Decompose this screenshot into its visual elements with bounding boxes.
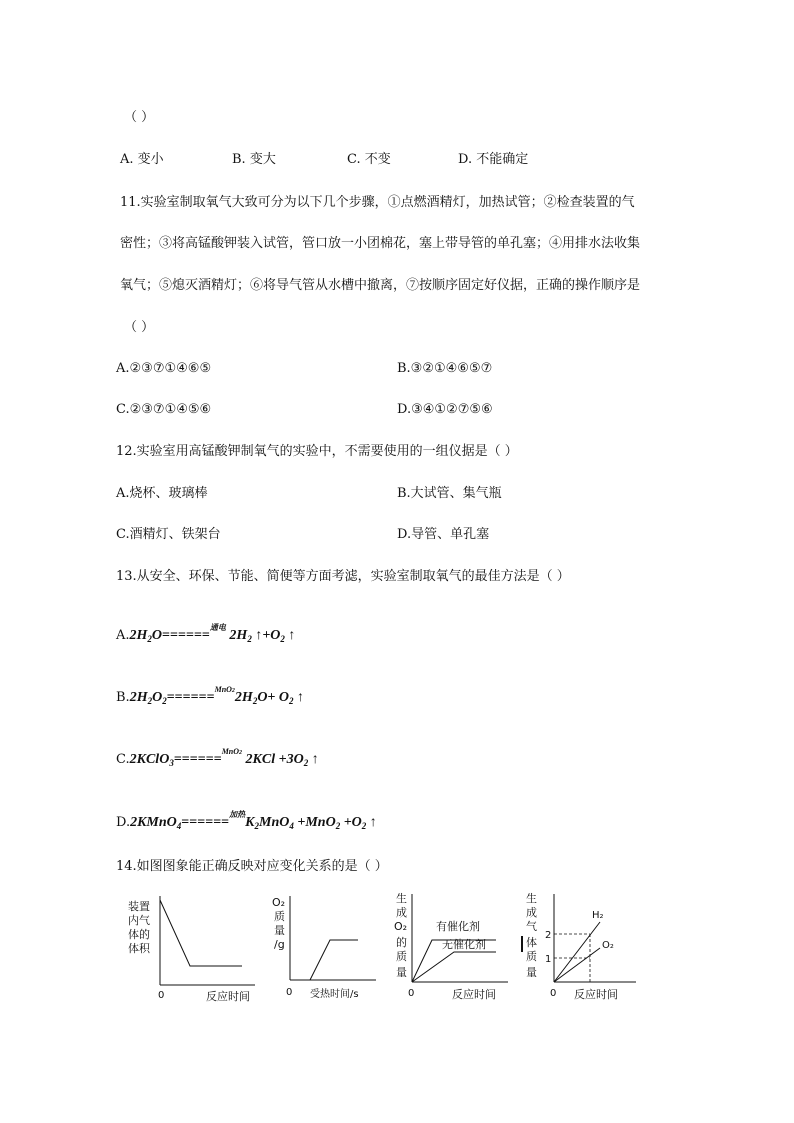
q10-option-a: A. 变小: [120, 152, 164, 167]
graph-c-ylabel-5: 质: [396, 950, 407, 963]
graph-d-ylabel-4: 体: [526, 936, 537, 949]
graph-c-ylabel-4: 的: [396, 936, 407, 949]
graph-c-ylabel-1: 生: [396, 892, 407, 905]
graph-c-ylabel-6: 量: [396, 966, 407, 979]
graph-d-tick-2: 2: [545, 930, 552, 941]
q10-option-b: B. 变大: [232, 152, 276, 167]
graph-b-ylabel-2: 质: [274, 910, 285, 923]
graph-c-origin: 0: [408, 988, 415, 999]
q10-answer-bracket: （ ）: [124, 110, 155, 125]
q11-answer-bracket: （ ）: [124, 320, 155, 335]
graph-c-ylabel-3: O₂: [394, 920, 408, 933]
graph-a-ylabel-2: 内气: [128, 914, 150, 927]
graph-d-ylabel-1: 生: [526, 892, 537, 905]
graph-a-xlabel: 反应时间: [206, 990, 250, 1003]
graph-a-ylabel-4: 体积: [128, 942, 150, 955]
graph-d-xlabel: 反应时间: [574, 988, 618, 1001]
graph-a-ylabel-1: 装置: [128, 900, 150, 913]
graph-d-ylabel-5: 质: [526, 950, 537, 963]
q14-stem: 14.如图图象能正确反映对应变化关系的是（ ）: [116, 859, 388, 874]
graph-c-xlabel: 反应时间: [452, 988, 496, 1001]
graph-b-ylabel-3: 量: [274, 924, 285, 937]
graph-b-curve: [310, 940, 358, 980]
q11-stem-line2: 密性；③将高锰酸钾装入试管，管口放一小团棉花，塞上带导管的单孔塞；④用排水法收集: [120, 236, 641, 251]
q11-option-a: A.②③⑦①④⑥⑤: [116, 361, 212, 376]
q12-option-a: A.烧杯、玻璃棒: [116, 486, 208, 501]
graph-c-ylabel-2: 成: [396, 906, 407, 919]
q14-graph-b: [268, 890, 378, 1005]
q11-option-b: B.③②①④⑥⑤⑦: [397, 361, 493, 376]
graph-a-ylabel-3: 体的: [128, 928, 150, 941]
q12-stem: 12.实验室用高锰酸钾制氧气的实验中，不需要使用的一组仪据是（ ）: [116, 444, 518, 459]
q13-option-d: $D.2KMnO_4======^{加热}K_2MnO_4 +MnO_2 +O_2$ ↑: [116, 810, 377, 831]
graph-d-series-h2: H₂: [592, 910, 604, 921]
graph-d-origin: 0: [550, 988, 557, 999]
q13-option-b: $B.2H_2O_2======^{MnO2}2H_2O+ O_2$ ↑: [116, 685, 305, 706]
q13-option-a: $A.2H_2O======^{通电}$ $2H_2$ $↑+O_2$ ↑: [116, 623, 296, 644]
graph-d-tick-1: 1: [545, 954, 552, 965]
graph-d-curve-o2: [554, 948, 600, 982]
graph-c-series-label-1: 有催化剂: [436, 920, 480, 933]
q12-option-b: B.大试管、集气瓶: [397, 486, 502, 501]
graph-d-curve-h2: [554, 922, 600, 982]
q14-graph-c: [392, 888, 512, 1005]
graph-d-ylabel-6: 量: [526, 966, 537, 979]
graph-b-ylabel-4: /g: [274, 938, 285, 951]
graph-d-series-o2: O₂: [602, 940, 614, 951]
graph-b-xlabel: 受热时间/s: [310, 989, 359, 1000]
q12-option-d: D.导管、单孔塞: [397, 527, 490, 542]
graph-b-origin: 0: [286, 987, 293, 998]
graph-a-origin: 0: [158, 990, 165, 1001]
q11-stem-line1: 11.实验室制取氧气大致可分为以下几个步骤，①点燃酒精灯，加热试管；②检查装置的气: [120, 195, 635, 210]
graph-d-ylabel-2: 成: [526, 906, 537, 919]
q12-option-c: C.酒精灯、铁架台: [116, 527, 221, 542]
graph-c-series-label-2: 无催化剂: [442, 938, 486, 951]
q10-option-d: D. 不能确定: [458, 152, 529, 167]
q14-graph-d: [520, 888, 640, 1005]
q11-option-d: D.③④①②⑦⑤⑥: [397, 402, 493, 417]
graph-a-curve: [160, 900, 242, 966]
q11-stem-line3: 氧气；⑤熄灭酒精灯；⑥将导气管从水槽中撤离，⑦按顺序固定好仪据，正确的操作顺序是: [120, 278, 641, 293]
q11-option-c: C.②③⑦①④⑤⑥: [116, 402, 212, 417]
q10-option-c: C. 不变: [347, 152, 391, 167]
graph-d-ylabel-3: 气: [526, 920, 537, 933]
q13-option-c: C.2KClO$_3$======$^{MnO2}$ $2KCl +3O_2$ ↑: [116, 747, 319, 768]
graph-b-ylabel-1: O₂: [272, 896, 286, 909]
q14-graph-a: [120, 890, 260, 1005]
q13-stem: 13.从安全、环保、节能、简便等方面考滤，实验室制取氧气的最佳方法是（ ）: [116, 569, 570, 584]
